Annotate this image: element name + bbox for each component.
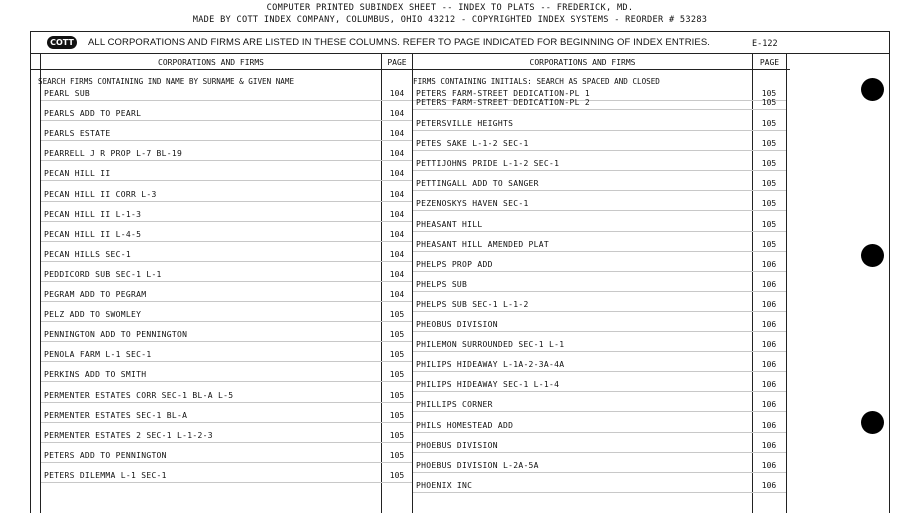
right-col-edge <box>786 53 787 513</box>
banner-instruction: ALL CORPORATIONS AND FIRMS ARE LISTED IN THESE COLUMNS. REFER TO PAGE INDICATED FOR BEGINNING OF INDEX ENTRIES. <box>88 37 711 48</box>
entry-rule <box>413 190 786 191</box>
center-divider <box>412 53 413 513</box>
entry-name: PEDDICORD SUB SEC-1 L-1 <box>44 269 162 279</box>
entry-rule <box>413 210 786 211</box>
entry-page: 104 <box>389 189 405 199</box>
entry-name: PEARLS ADD TO PEARL <box>44 109 142 119</box>
entry-rule <box>41 160 412 161</box>
entry-name: PERMENTER ESTATES CORR SEC-1 BL-A L-5 <box>44 390 234 400</box>
entry-name: PECAN HILLS SEC-1 <box>44 249 131 259</box>
entry-name: PECAN HILL II L-4-5 <box>44 229 142 239</box>
entry-page: 105 <box>761 199 777 209</box>
entry-rule <box>413 291 786 292</box>
entry-page: 106 <box>761 259 777 269</box>
entry-rule <box>413 271 786 272</box>
entry-rule <box>41 241 412 242</box>
sheet-number: E-122 <box>752 39 778 49</box>
entry-page: 104 <box>389 169 405 179</box>
entry-page: 105 <box>389 410 405 420</box>
heading-rule <box>30 69 790 70</box>
entry-name: PETTINGALL ADD TO SANGER <box>416 179 539 189</box>
binder-hole <box>861 78 884 101</box>
entry-rule <box>413 351 786 352</box>
entry-name: PHEASANT HILL AMENDED PLAT <box>416 239 550 249</box>
entry-page: 105 <box>761 89 777 98</box>
entry-page: 106 <box>761 340 777 350</box>
entry-page: 105 <box>389 470 405 480</box>
entry-name: PETERSVILLE HEIGHTS <box>416 119 514 128</box>
entry-name: PHELPS PROP ADD <box>416 259 493 269</box>
entry-rule <box>41 321 412 322</box>
left-page-divider <box>381 53 382 513</box>
entry-page: 104 <box>389 129 405 139</box>
left-page-heading: PAGE <box>387 58 407 67</box>
entry-name: PHELPS SUB <box>416 279 468 289</box>
top-rule <box>30 31 890 32</box>
entry-rule <box>413 170 786 171</box>
entry-page: 106 <box>761 380 777 390</box>
entry-page: 106 <box>761 400 777 410</box>
entry-rule <box>413 371 786 372</box>
entry-page: 106 <box>761 420 777 430</box>
entry-name: PENNINGTON ADD TO PENNINGTON <box>44 330 188 340</box>
entry-rule <box>41 140 412 141</box>
entry-page: 105 <box>761 219 777 229</box>
entry-page: 105 <box>761 119 777 128</box>
entry-page: 105 <box>761 98 777 107</box>
entry-name: PELZ ADD TO SWOMLEY <box>44 310 142 320</box>
entry-name: PETES SAKE L-1-2 SEC-1 <box>416 139 529 149</box>
entry-page: 106 <box>761 279 777 289</box>
entry-name: PHEOBUS DIVISION <box>416 320 498 329</box>
entry-rule <box>413 411 786 412</box>
right-page-heading: PAGE <box>759 58 780 67</box>
entry-rule <box>413 109 786 110</box>
entry-name: PHILS HOMESTEAD ADD <box>416 420 514 430</box>
entry-rule <box>41 261 412 262</box>
entry-name: PETERS FARM-STREET DEDICATION-PL 2 <box>416 98 590 107</box>
entry-name: PEARL SUB <box>44 89 91 98</box>
left-col-edge <box>40 53 41 513</box>
entry-page: 104 <box>389 269 405 279</box>
entry-page: 104 <box>389 149 405 159</box>
entry-page: 105 <box>389 310 405 320</box>
entry-rule <box>41 100 412 101</box>
entry-name: PHILEMON SURROUNDED SEC-1 L-1 <box>416 340 565 350</box>
entry-rule <box>41 402 412 403</box>
entry-rule <box>413 251 786 252</box>
entry-page: 105 <box>389 370 405 380</box>
entry-name: PEGRAM ADD TO PEGRAM <box>44 290 147 299</box>
entry-name: PHOEBUS DIVISION L-2A-5A <box>416 460 539 470</box>
entry-rule <box>41 341 412 342</box>
entry-name: PECAN HILL II <box>44 169 111 179</box>
entry-rule <box>41 201 412 202</box>
entry-page: 106 <box>761 460 777 470</box>
entry-name: PHEASANT HILL <box>416 219 483 229</box>
entry-page: 106 <box>761 440 777 450</box>
entry-name: PHILIPS HIDEAWAY SEC-1 L-1-4 <box>416 380 560 390</box>
entry-rule <box>41 301 412 302</box>
entry-rule <box>413 492 786 493</box>
sheet-title: COMPUTER PRINTED SUBINDEX SHEET -- INDEX TO PLATS -- FREDERICK, MD. <box>266 3 634 13</box>
entry-page: 106 <box>761 299 777 309</box>
entry-rule <box>413 391 786 392</box>
entry-rule <box>41 180 412 181</box>
entry-rule <box>41 462 412 463</box>
entry-page: 104 <box>389 209 405 219</box>
entry-name: PHOENIX INC <box>416 480 473 490</box>
entry-name: PECAN HILL II L-1-3 <box>44 209 142 219</box>
entry-name: PETTIJOHNS PRIDE L-1-2 SEC-1 <box>416 159 560 169</box>
entry-rule <box>41 281 412 282</box>
entry-rule <box>41 422 412 423</box>
entry-rule <box>413 311 786 312</box>
entry-page: 105 <box>761 159 777 169</box>
entry-name: PEARRELL J R PROP L-7 BL-19 <box>44 149 183 159</box>
entry-name: PHILIPS HIDEAWAY L-1A-2-3A-4A <box>416 360 565 370</box>
entry-page: 105 <box>389 450 405 460</box>
entry-rule <box>413 432 786 433</box>
entry-rule <box>413 331 786 332</box>
entry-name: PECAN HILL II CORR L-3 <box>44 189 157 199</box>
right-border <box>889 31 890 513</box>
entry-name: PEZENOSKYS HAVEN SEC-1 <box>416 199 529 209</box>
entry-name: PETERS DILEMMA L-1 SEC-1 <box>44 470 167 480</box>
entry-page: 105 <box>389 350 405 360</box>
entry-rule <box>41 381 412 382</box>
cott-logo: COTT <box>47 36 77 49</box>
left-subheading: SEARCH FIRMS CONTAINING IND NAME BY SURNAME & GIVEN NAME <box>38 77 295 86</box>
publisher-line: MADE BY COTT INDEX COMPANY, COLUMBUS, OHIO 43212 - COPYRIGHTED INDEX SYSTEMS - REORDER # 53283 <box>192 15 708 25</box>
entry-name: PERKINS ADD TO SMITH <box>44 370 147 380</box>
entry-page: 104 <box>389 109 405 119</box>
entry-name: PHELPS SUB SEC-1 L-1-2 <box>416 299 529 309</box>
binder-hole <box>861 411 884 434</box>
entry-page: 106 <box>761 480 777 490</box>
entry-page: 105 <box>761 139 777 149</box>
entry-name: PENOLA FARM L-1 SEC-1 <box>44 350 152 360</box>
entry-rule <box>413 472 786 473</box>
entry-name: PHILLIPS CORNER <box>416 400 493 410</box>
right-page-divider <box>752 53 753 513</box>
entry-name: PETERS ADD TO PENNINGTON <box>44 450 167 460</box>
right-column-heading: CORPORATIONS AND FIRMS <box>529 58 636 67</box>
entry-rule <box>41 482 412 483</box>
entry-rule <box>413 150 786 151</box>
entry-page: 106 <box>761 320 777 329</box>
left-border <box>30 31 31 513</box>
entry-name: PETERS FARM-STREET DEDICATION-PL 1 <box>416 89 590 98</box>
entry-name: PERMENTER ESTATES SEC-1 BL-A <box>44 410 188 420</box>
entry-rule <box>41 361 412 362</box>
entry-page: 105 <box>389 390 405 400</box>
entry-rule <box>413 130 786 131</box>
entry-name: PEARLS ESTATE <box>44 129 111 139</box>
left-column-heading: CORPORATIONS AND FIRMS <box>158 58 264 67</box>
banner-rule <box>30 53 890 54</box>
entry-name: PHOEBUS DIVISION <box>416 440 498 450</box>
entry-rule <box>41 442 412 443</box>
entry-rule <box>413 452 786 453</box>
entry-page: 104 <box>389 89 405 98</box>
entry-page: 104 <box>389 229 405 239</box>
entry-rule <box>413 231 786 232</box>
entry-page: 105 <box>761 179 777 189</box>
entry-name: PERMENTER ESTATES 2 SEC-1 L-1-2-3 <box>44 430 213 440</box>
entry-page: 104 <box>389 249 405 259</box>
binder-hole <box>861 244 884 267</box>
right-subheading: FIRMS CONTAINING INITIALS: SEARCH AS SPACED AND CLOSED <box>413 77 660 86</box>
entry-rule <box>41 120 412 121</box>
entry-page: 105 <box>389 430 405 440</box>
entry-page: 105 <box>761 239 777 249</box>
entry-rule <box>41 221 412 222</box>
entry-page: 104 <box>389 290 405 299</box>
entry-page: 106 <box>761 360 777 370</box>
entry-page: 105 <box>389 330 405 340</box>
